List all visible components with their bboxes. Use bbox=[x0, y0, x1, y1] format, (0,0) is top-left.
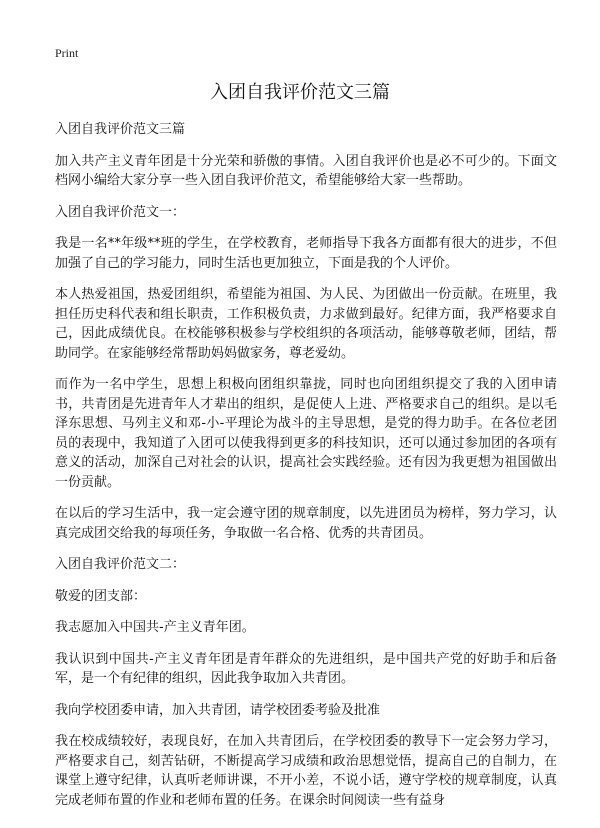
paragraph: 入团自我评价范文二： bbox=[55, 557, 186, 572]
document-body bbox=[55, 120, 557, 822]
print-link[interactable]: Print bbox=[55, 46, 79, 60]
paragraph: 我在校成绩较好，表现良好，在加入共青团后，在学校团委的教导下一定会努力学习，严格要求自己，刻苦钻研，不断提高学习成绩和政治思想觉悟，提高自己的自制力，在课堂上遵守纪律，认真听老师讲课，不开小差，不说小话，遵守学校的规章制度，认真完成老师布置的作业和老师布置的任务。在课余时间阅读一些有益身 bbox=[55, 734, 557, 808]
page-title: 入团自我评价范文三篇 bbox=[210, 82, 390, 103]
paragraph: 入团自我评价范文一： bbox=[55, 204, 186, 220]
paragraph: 敬爱的团支部： bbox=[55, 588, 147, 604]
paragraph: 入团自我评价范文三篇 bbox=[55, 122, 186, 137]
paragraph: 我向学校团委申请，加入共青团，请学校团委考验及批准 bbox=[55, 702, 381, 718]
paragraph: 加入共产主义青年团是十分光荣和骄傲的事情。入团自我评价也是必不可少的。下面文档网小编给大家分享一些入团自我评价范文，希望能够给大家一些帮助。 bbox=[55, 153, 557, 188]
paragraph: 而作为一名中学生，思想上积极向团组织靠拢，同时也向团组织提交了我的入团申请书，共青团是先进青年人才辈出的组织，是促使人上进、严格要求自己的组织。是以毛泽东思想、马列主义和邓-小-平理论为战斗的主导思想，是党的得力助手。在各位老团员的表现中，我知道了入团可以使我得到更多的科技知识，还可以通过参加团的各项有意义的活动，加深自己对社会的认识，提高社会实践经验。还有因为我更想为祖国做出一份贡献。 bbox=[55, 377, 557, 490]
paragraph: 我是一名**年级**班的学生，在学校教育，老师指导下我各方面都有很大的进步，不但加强了自己的学习能力，同时生活也更加独立，下面是我的个人评价。 bbox=[55, 236, 557, 271]
paragraph: 我认识到中国共-产主义青年团是青年群众的先进组织，是中国共产党的好助手和后备军，是一个有纪律的组织，因此我争取加入共青团。 bbox=[55, 651, 557, 686]
paragraph: 在以后的学习生活中，我一定会遵守团的规章制度，以先进团员为榜样，努力学习，认真完成团交给我的每项任务，争取做一名合格、优秀的共青团员。 bbox=[55, 506, 557, 541]
paragraph: 我志愿加入中国共-产主义青年团。 bbox=[55, 620, 255, 635]
paragraph: 本人热爱祖国，热爱团组织，希望能为祖国、为人民、为团做出一份贡献。在班里，我担任历史科代表和组长职责，工作积极负责，力求做到最好。纪律方面，我严格要求自己，因此成绩优良。在校能够积极参与学校组织的各项活动，能够尊敬老师，团结，帮助同学。在家能够经常帮助妈妈做家务，尊老爱幼。 bbox=[55, 287, 557, 361]
